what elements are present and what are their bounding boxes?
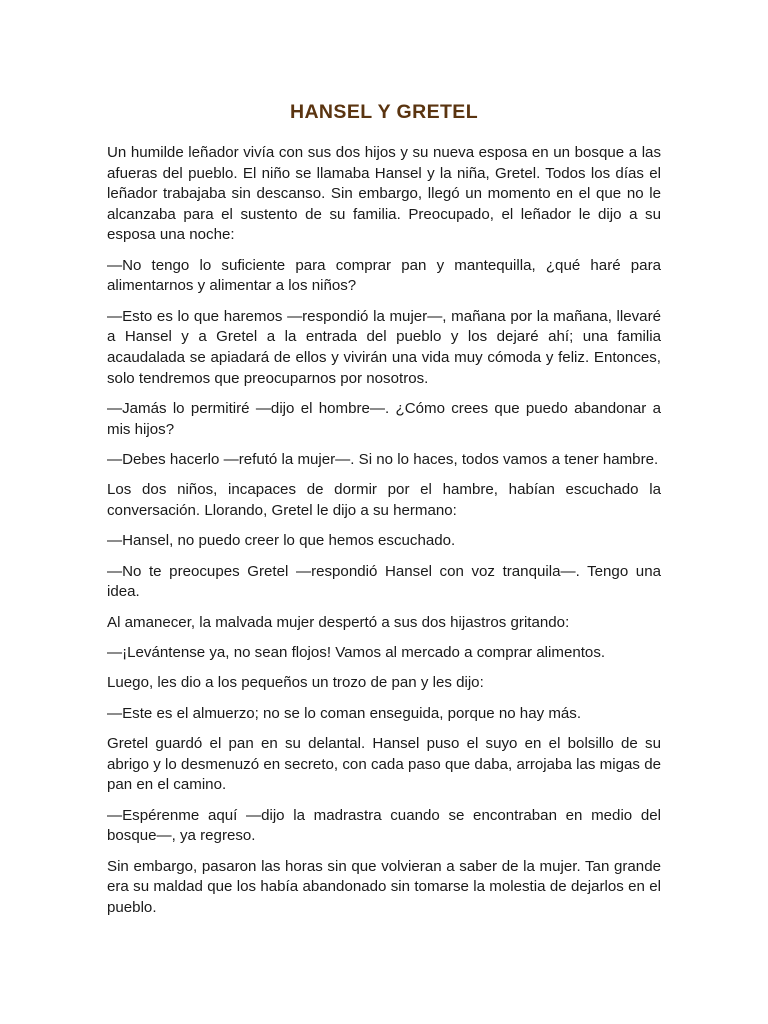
paragraph: —No tengo lo suficiente para comprar pan y mantequilla, ¿qué haré para alimentarnos y alimentar a los niños? — [107, 256, 661, 295]
document-body — [107, 143, 661, 928]
paragraph: —Este es el almuerzo; no se lo coman enseguida, porque no hay más. — [107, 704, 582, 722]
paragraph: —Jamás lo permitiré —dijo el hombre—. ¿Cómo crees que puedo abandonar a mis hijos? — [107, 399, 661, 438]
paragraph: —Hansel, no puedo creer lo que hemos escuchado. — [107, 532, 456, 550]
paragraph: Los dos niños, incapaces de dormir por el hambre, habían escuchado la conversación. Llorando, Gretel le dijo a su hermano: — [107, 481, 661, 519]
paragraph: Al amanecer, la malvada mujer despertó a sus dos hijastros gritando: — [107, 613, 570, 631]
paragraph: Gretel guardó el pan en su delantal. Hansel puso el suyo en el bolsillo de su abrigo y lo desmenuzó en secreto, con cada paso que daba, arrojaba las migas de pan en el camino. — [107, 735, 661, 794]
paragraph: —No te preocupes Gretel —respondió Hansel con voz tranquila—. Tengo una idea. — [107, 562, 661, 601]
paragraph: —¡Levántense ya, no sean flojos! Vamos al mercado a comprar alimentos. — [107, 644, 606, 662]
paragraph: Luego, les dio a los pequeños un trozo de pan y les dijo: — [107, 674, 484, 692]
paragraph: Sin embargo, pasaron las horas sin que volvieran a saber de la mujer. Tan grande era su maldad que los había abandonado sin tomarse la molestia de dejarlos en el pueblo. — [107, 857, 661, 916]
paragraph: Un humilde leñador vivía con sus dos hijos y su nueva esposa en un bosque a las afueras del pueblo. El niño se llamaba Hansel y la niña, Gretel. Todos los días el leñador trabajaba sin descanso. Sin embargo, llegó un momento en el que no le alcanzaba para el sustento de su familia. Preocupado, el leñador le dijo a su esposa una noche: — [107, 144, 661, 244]
paragraph: —Esto es lo que haremos —respondió la mujer—, mañana por la mañana, llevaré a Hansel y a Gretel a la entrada del pueblo y los dejaré ahí; una familia acaudalada se apiadará de ellos y vivirán una vida muy cómoda y feliz. Entonces, solo tendremos que preocuparnos por nosotros. — [107, 307, 661, 387]
document-title: HANSEL Y GRETEL — [289, 101, 479, 123]
paragraph: —Espérenme aquí —dijo la madrastra cuando se encontraban en medio del bosque—, ya regreso. — [107, 806, 661, 845]
paragraph: —Debes hacerlo —refutó la mujer—. Si no lo haces, todos vamos a tener hambre. — [107, 450, 659, 468]
